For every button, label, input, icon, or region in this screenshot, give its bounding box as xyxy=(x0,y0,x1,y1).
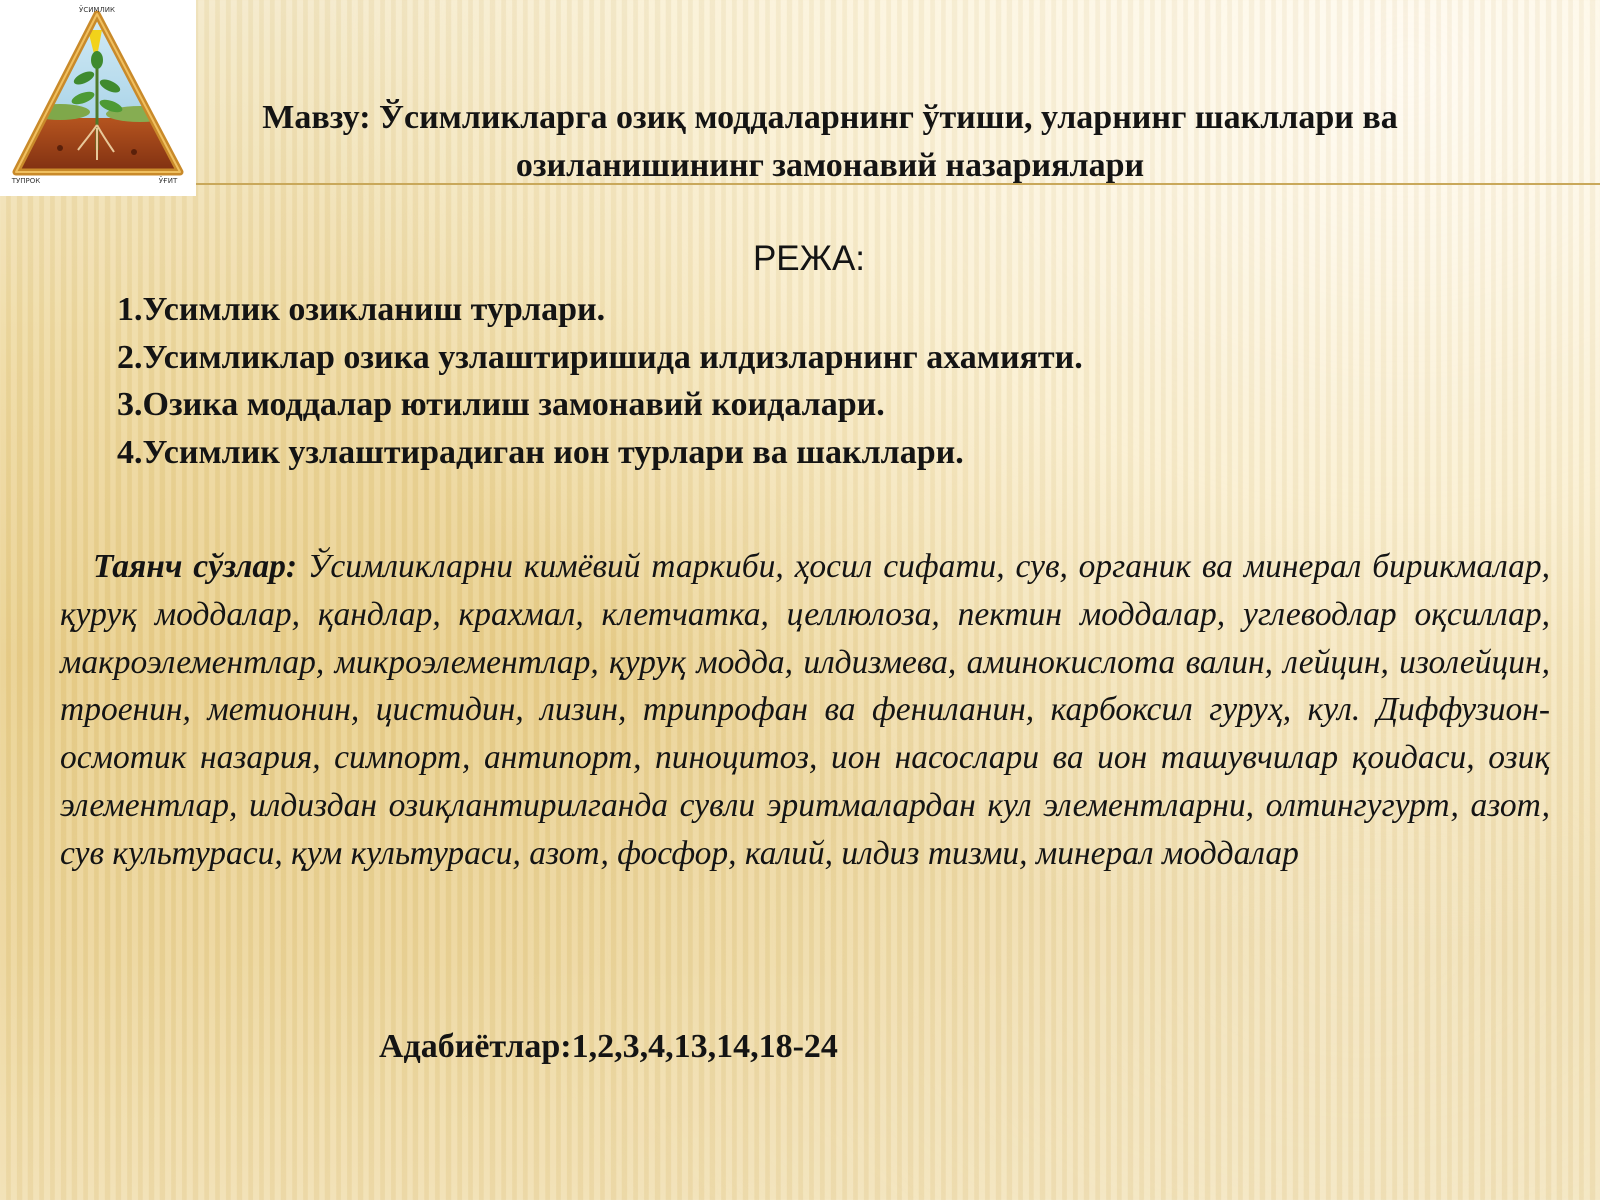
slide-title xyxy=(60,94,1600,190)
plan-item: 4.Усимлик узлаштирадиган ион турлари ва шакллари. xyxy=(117,433,964,471)
keywords-label: Таянч сўзлар: xyxy=(93,548,298,585)
keywords-text: Ўсимликларни кимёвий таркиби, ҳосил сифати, сув, органик ва минерал бирикмалар, қуруқ моддалар, қандлар, крахмал, клетчатка, целлюлоза, пектин моддалар, углеводлар оқсиллар, макроэлементлар, микроэлементлар, қуруқ модда, илдизмева, аминокислота валин, лейцин, изолейцин, троенин, метионин, цистидин, лизин, трипрофан ва фениланин, карбоксил гуруҳ, кул. Диффузион-осмотик назария, симпорт, антипорт, пиноцитоз, ион насослари ва ион ташувчилар қоидаси, озиқ элементлар, илдиздан озиқлантирилганда сувли эритмалардан кул элементларни, олтингугурт, азот, сув культураси, қум культураси, азот, фосфор, калий, илдиз тизми, минерал моддалар xyxy=(60,548,1550,872)
plan-heading: РЕЖА: xyxy=(752,239,866,278)
slide-title-line-2: озиланишининг замонавий назариялари xyxy=(515,147,1145,184)
plan-list xyxy=(117,286,1083,476)
slide-title-line-1: Мавзу: Ўсимликларга озиқ моддаларнинг ўтиши, уларнинг шакллари ва xyxy=(262,99,1398,136)
plan-item: 2.Усимликлар озика узлаштиришида илдизларнинг ахамияти. xyxy=(117,338,1083,376)
plan-item: 1.Усимлик озикланиш турлари. xyxy=(117,291,606,328)
plan-item: 3.Озика моддалар ютилиш замонавий коидалари. xyxy=(117,386,885,423)
logo-label-fertilizer: ЎҒИТ xyxy=(158,177,178,185)
logo-label-plant: ЎСИМЛИК xyxy=(79,6,115,14)
references: Адабиётлар:1,2,3,4,13,14,18-24 xyxy=(379,1028,838,1065)
keywords-paragraph xyxy=(60,543,1550,878)
logo-label-soil: ТУПРОК xyxy=(11,177,41,185)
